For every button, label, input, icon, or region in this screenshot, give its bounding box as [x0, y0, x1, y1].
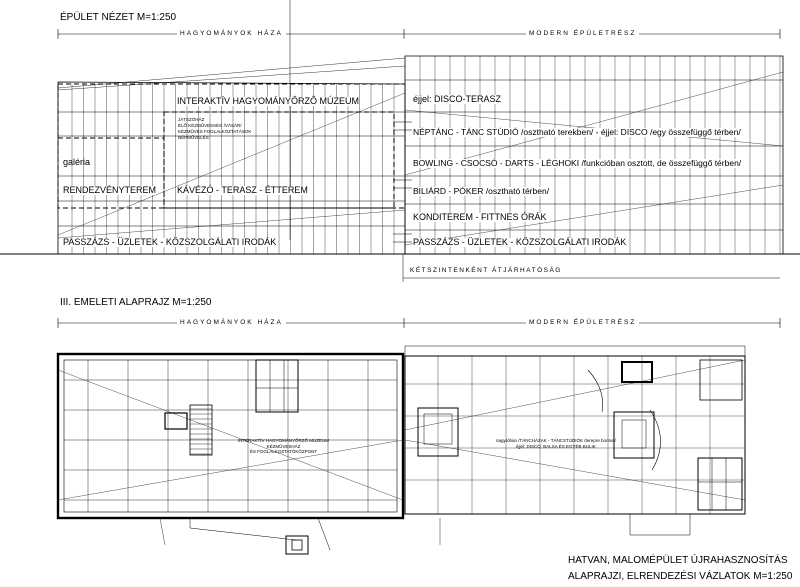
plan-section-right: MODERN ÉPÜLETRÉSZ	[526, 320, 639, 327]
elevation-section-left: HAGYOMÁNYOK HÁZA	[177, 31, 286, 38]
label-neptanc: NÉPTÁNC - TÁNC STÚDIÓ /osztható terekben/ - éjjel: DISCO /egy összefüggő térben/	[413, 127, 741, 137]
connection-note: KÉTSZINTENKÉNT ÁTJÁRHATÓSÁG	[410, 267, 562, 274]
plan-right-note: nagytóban /TÁNCHÁZAK - TÁNCSTÚDIÓK /terepre bontva/ éjjel: DISCO, BALSA ÉS EGYÉB BULIK	[496, 438, 616, 449]
plan-section-left: HAGYOMÁNYOK HÁZA	[177, 320, 286, 327]
plan-title: III. EMELETI ALAPRAJZ M=1:250	[60, 297, 212, 308]
label-konditerem: KONDITEREM - FITTNES ÓRÁK	[413, 212, 547, 222]
label-kavezo: KÁVÉZÓ - TERASZ - ÉTTEREM	[177, 185, 308, 195]
label-biliard: BILIÁRD - PÓKER /osztható térben/	[413, 186, 550, 196]
elevation-section-right: MODERN ÉPÜLETRÉSZ	[526, 31, 639, 38]
footer-line-1: HATVAN, MALOMÉPÜLET ÚJRAHASZNOSÍTÁS	[568, 555, 788, 566]
label-rendezvenyterem: RENDEZVÉNYTEREM	[63, 185, 157, 195]
label-passzazs-left: PASSZÁZS - ÜZLETEK - KÖZSZOLGÁLATI IRODÁK	[63, 237, 277, 247]
label-galeria: galéria	[63, 157, 91, 167]
label-bowling: BOWLING - CSOCSÓ - DARTS - LÉGHOKI /funkcióban osztott, de összefüggő térben/	[413, 158, 742, 168]
footer-line-2: ALAPRAJZI, ELRENDEZÉSI VÁZLATOK M=1:250	[568, 571, 793, 582]
label-passzazs-right: PASSZÁZS - ÜZLETEK - KÖZSZOLGÁLATI IRODÁK	[413, 237, 627, 247]
elevation-title: ÉPÜLET NÉZET M=1:250	[60, 12, 177, 23]
label-museum: INTERAKTÍV HAGYOMÁNYŐRZŐ MÚZEUM	[177, 96, 360, 106]
label-small-list: JÁTSZÓHÁZ ÉLŐ KÉZMŰVESSÉG /VÁSÁR/ KÉZMŰVES FOGLALKOZTATÁSOK NÉPMŰVELÉS	[178, 117, 252, 140]
plan-left-note: INTERAKTÍV HAGYOMÁNYŐRZŐ MÚZEUM KÉZMŰVESHÁZ ÉS FOGLALKOZTATÓKÖZPONT	[238, 438, 330, 455]
label-disco-terasz: éjjel: DISCO-TERASZ	[413, 94, 502, 104]
